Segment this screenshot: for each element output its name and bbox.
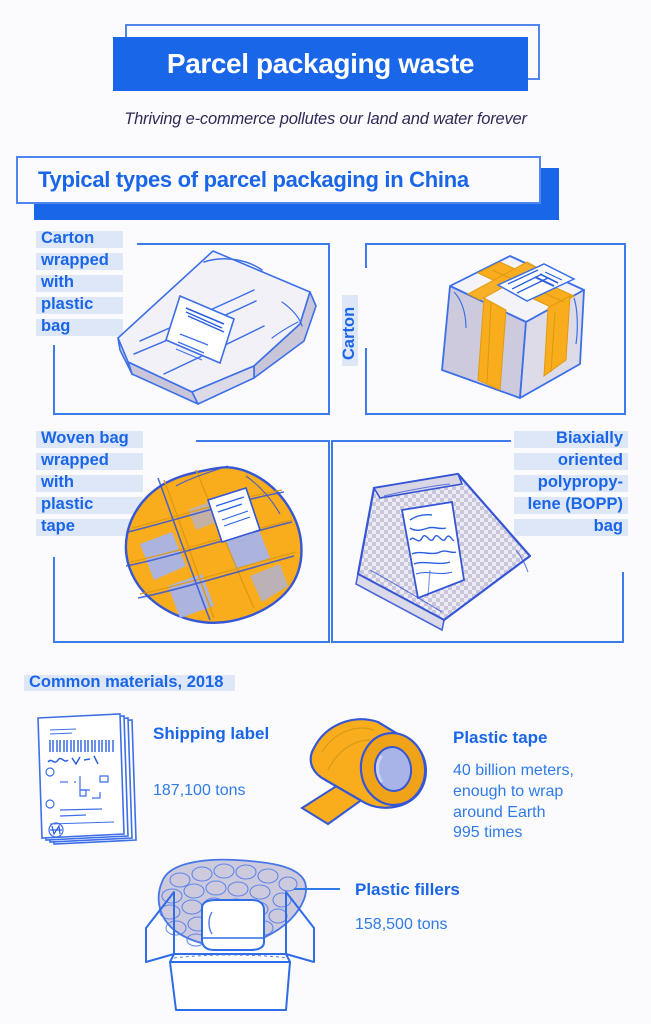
material-value-plastic-fillers: 158,500 tons bbox=[355, 916, 448, 933]
illustration-shipping-labels bbox=[28, 712, 143, 850]
section-heading-materials: Common materials, 2018 bbox=[29, 673, 224, 691]
plastic-tape-value-line-3: 995 times bbox=[453, 824, 523, 842]
panel1-label-line-4: bag bbox=[41, 316, 109, 338]
panel1-label-line-3: plastic bbox=[41, 294, 109, 316]
illustration-bopp-bag bbox=[340, 470, 540, 630]
page-subtitle: Thriving e-commerce pollutes our land and water forever bbox=[124, 110, 527, 128]
panel1-label-line-2: with bbox=[41, 272, 109, 294]
panel1-label-line-0: Carton bbox=[41, 228, 109, 250]
panel3-label-line-4: tape bbox=[41, 516, 129, 538]
material-title-plastic-tape: Plastic tape bbox=[453, 728, 548, 747]
section-heading-types: Typical types of parcel packaging in China bbox=[38, 167, 469, 192]
panel4-edge-top bbox=[331, 440, 511, 442]
material-value-shipping-label: 187,100 tons bbox=[153, 782, 246, 799]
panel3-label-line-2: with bbox=[41, 472, 129, 494]
illustration-open-box-bubble-wrap bbox=[140, 858, 330, 1018]
material-title-shipping-label: Shipping label bbox=[153, 724, 270, 743]
panel4-label-line-3: lene (BOPP) bbox=[528, 494, 623, 516]
panel4-label-line-4: bag bbox=[528, 516, 623, 538]
material-title-plastic-fillers: Plastic fillers bbox=[355, 880, 460, 899]
panel3-label-line-3: plastic bbox=[41, 494, 129, 516]
illustration-tape-roll bbox=[292, 712, 442, 837]
panel4-label-line-1: oriented bbox=[528, 450, 623, 472]
panel4-label bbox=[528, 428, 623, 538]
panel2-label: Carton bbox=[340, 306, 358, 360]
panel4-edge-right bbox=[622, 572, 624, 643]
panel4-label-line-2: polypropy- bbox=[528, 472, 623, 494]
panel4-edge-left bbox=[331, 440, 333, 643]
panel3-label-line-0: Woven bag bbox=[41, 428, 129, 450]
plastic-tape-value-line-2: around Earth bbox=[453, 803, 546, 821]
panel4-label-line-0: Biaxially bbox=[528, 428, 623, 450]
plastic-tape-value-line-1: enough to wrap bbox=[453, 782, 564, 800]
panel3-label-line-1: wrapped bbox=[41, 450, 129, 472]
connector-plastic-fillers bbox=[294, 888, 340, 890]
panel1-label-line-1: wrapped bbox=[41, 250, 109, 272]
panel4-edge-bottom bbox=[331, 641, 624, 643]
page-title: Parcel packaging waste bbox=[166, 48, 475, 79]
plastic-tape-value-line-0: 40 billion meters, bbox=[453, 762, 574, 779]
material-value-plastic-tape bbox=[453, 761, 574, 844]
